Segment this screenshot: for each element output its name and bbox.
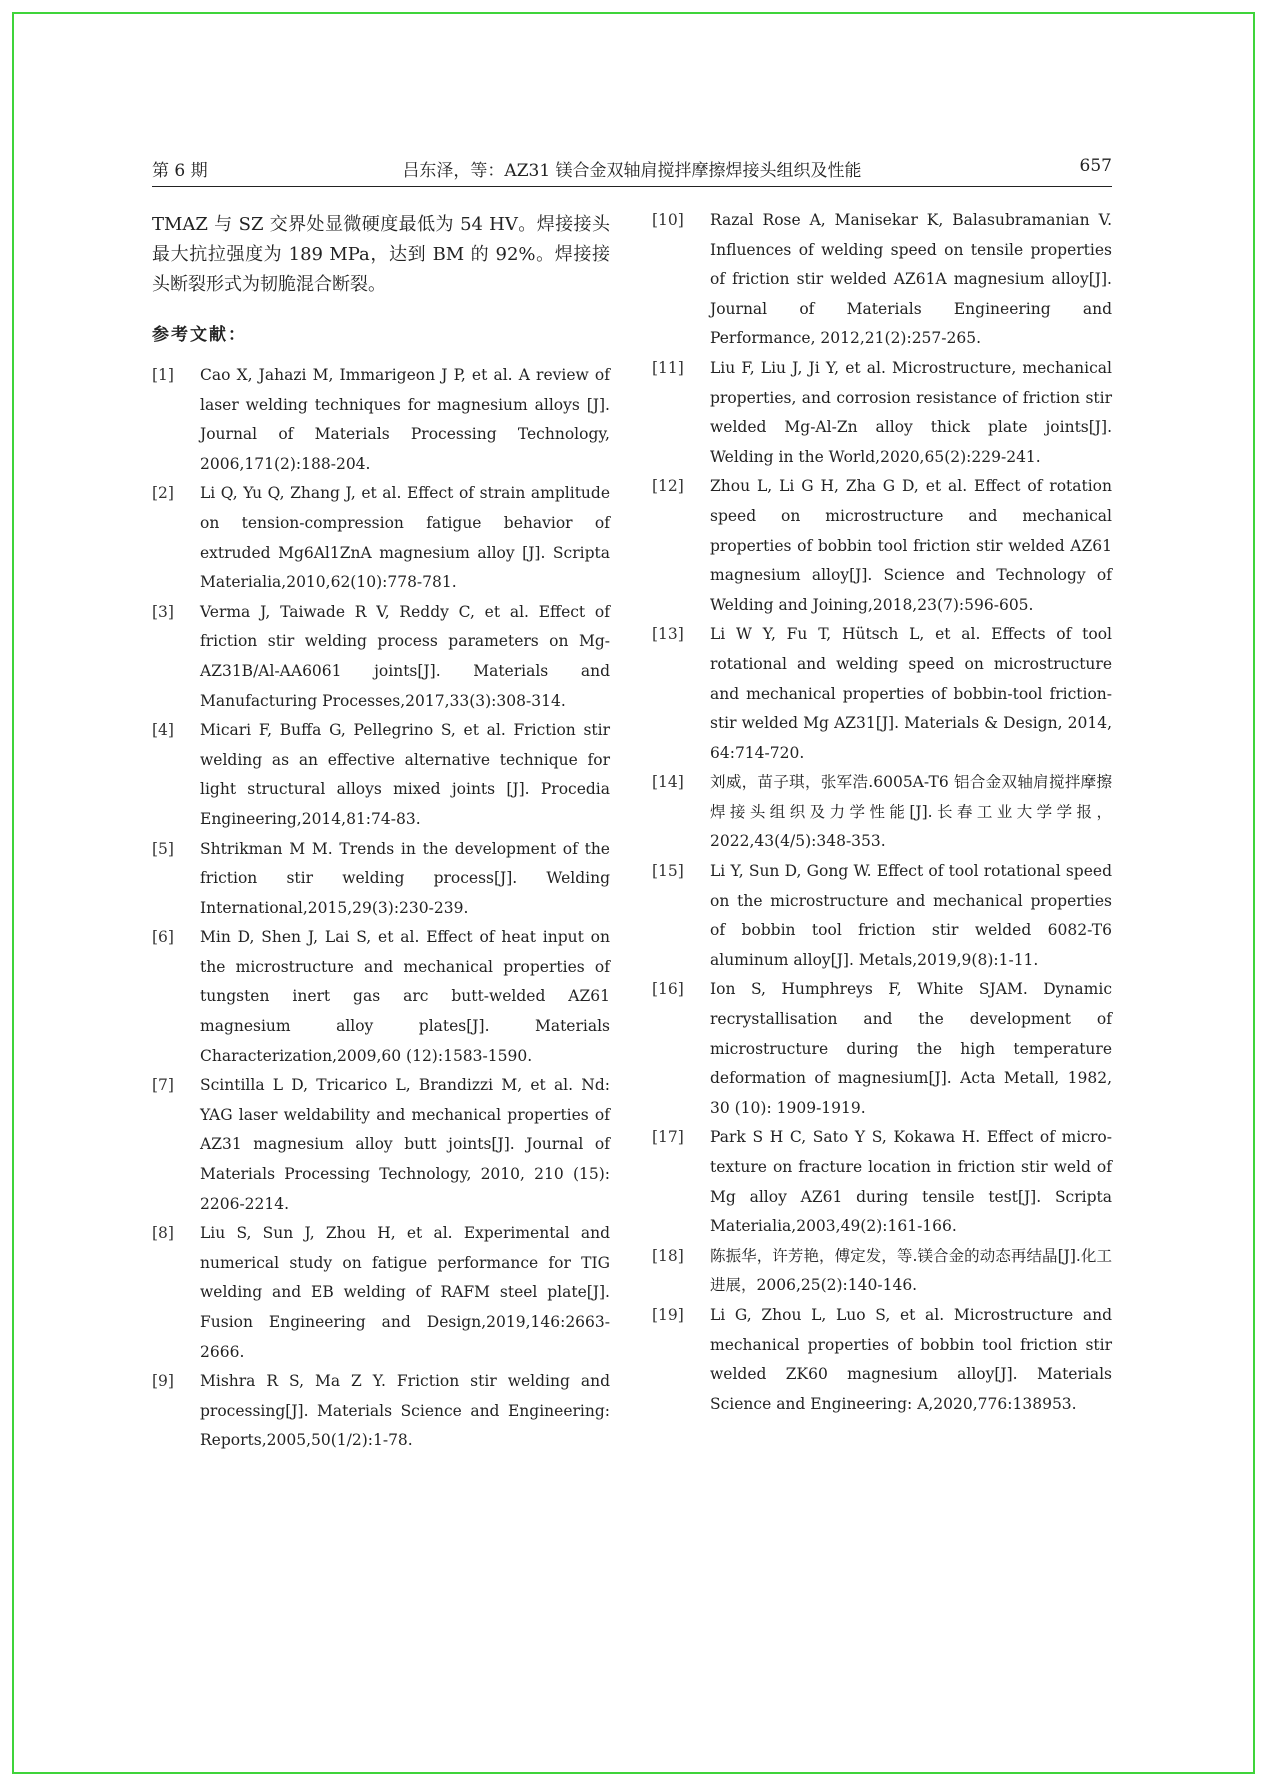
reference-number: [13] bbox=[652, 625, 684, 644]
reference-text: Verma J, Taiwade R V, Reddy C, et al. Effect of friction stir welding process parameters on Mg-AZ31B/Al-AA6061 joints[J]. Materials and Manufacturing Processes,2017,33(3):308-314. bbox=[200, 602, 610, 710]
reference-text: Zhou L, Li G H, Zha G D, et al. Effect of rotation speed on microstructure and mechanical properties of bobbin tool friction stir welded AZ61 magnesium alloy[J]. Science and Technology of Welding and Joining,2018,23(7):596-605. bbox=[710, 477, 1112, 614]
reference-item bbox=[652, 1123, 1112, 1241]
reference-item bbox=[152, 716, 610, 834]
reference-item bbox=[652, 206, 1112, 354]
reference-item bbox=[652, 768, 1112, 857]
reference-item bbox=[152, 1219, 610, 1367]
reference-item bbox=[152, 1071, 610, 1219]
reference-text: Liu F, Liu J, Ji Y, et al. Microstructure, mechanical properties, and corrosion resistance of friction stir welded Mg-Al-Zn alloy thick plate joints[J]. Welding in the World,2020,65(2):229-241. bbox=[710, 358, 1112, 466]
reference-number: [6] bbox=[152, 928, 174, 947]
reference-item bbox=[152, 479, 610, 597]
reference-item bbox=[652, 620, 1112, 768]
reference-number: [8] bbox=[152, 1224, 174, 1243]
reference-item bbox=[152, 361, 610, 479]
body-paragraph: TMAZ 与 SZ 交界处显微硬度最低为 54 HV。焊接接头最大抗拉强度为 189 MPa，达到 BM 的 92%。焊接接头断裂形式为韧脆混合断裂。 bbox=[152, 214, 610, 295]
reference-number: [4] bbox=[152, 721, 174, 740]
reference-item bbox=[152, 598, 610, 716]
reference-text: Razal Rose A, Manisekar K, Balasubramanian V. Influences of welding speed on tensile properties of friction stir welded AZ61A magnesium alloy[J]. Journal of Materials Engineering and Performance, 2012,21(2):257-265. bbox=[710, 211, 1112, 348]
reference-number: [11] bbox=[652, 358, 684, 377]
reference-text: Park S H C, Sato Y S, Kokawa H. Effect of micro-texture on fracture location in friction stir weld of Mg alloy AZ61 during tensile test[J]. Scripta Materialia,2003,49(2):161-166. bbox=[710, 1128, 1112, 1236]
reference-text: 陈振华，许芳艳，傅定发，等.镁合金的动态再结晶[J].化工进展，2006,25(2):140-146. bbox=[710, 1246, 1112, 1295]
reference-text: Scintilla L D, Tricarico L, Brandizzi M, et al. Nd: YAG laser weldability and mechanical properties of AZ31 magnesium alloy butt joints[J]. Journal of Materials Processing Technology, 2010, 210 (15): 2206-2214. bbox=[200, 1076, 610, 1213]
issue-number: 第 6 期 bbox=[152, 161, 208, 181]
reference-text: 刘威，苗子琪，张军浩.6005A-T6 铝合金双轴肩搅拌摩擦焊接头组织及力学性能[J].长春工业大学学报，2022,43(4/5):348-353. bbox=[710, 773, 1112, 851]
reference-text: Liu S, Sun J, Zhou H, et al. Experimental and numerical study on fatigue performance for TIG welding and EB welding of RAFM steel plate[J]. Fusion Engineering and Design,2019,146:2663-2666. bbox=[200, 1224, 610, 1361]
reference-item bbox=[152, 923, 610, 1071]
reference-text: Cao X, Jahazi M, Immarigeon J P, et al. A review of laser welding techniques for magnesium alloys [J]. Journal of Materials Processing Technology, 2006,171(2):188-204. bbox=[200, 366, 610, 473]
reference-text: Li G, Zhou L, Luo S, et al. Microstructure and mechanical properties of bobbin tool friction stir welded ZK60 magnesium alloy[J]. Materials Science and Engineering: A,2020,776:138953. bbox=[710, 1305, 1112, 1413]
reference-text: Mishra R S, Ma Z Y. Friction stir welding and processing[J]. Materials Science and Engineering: Reports,2005,50(1/2):1-78. bbox=[200, 1372, 610, 1450]
reference-text: Li Q, Yu Q, Zhang J, et al. Effect of strain amplitude on tension-compression fatigue behavior of extruded Mg6Al1ZnA magnesium alloy [J]. Scripta Materialia,2010,62(10):778-781. bbox=[200, 484, 610, 592]
reference-number: [16] bbox=[652, 980, 684, 999]
right-column bbox=[652, 206, 1112, 1419]
reference-text: Shtrikman M M. Trends in the development of the friction stir welding process[J]. Welding International,2015,29(3):230-239. bbox=[200, 839, 610, 917]
reference-number: [5] bbox=[152, 839, 174, 858]
reference-list-right bbox=[652, 206, 1112, 1419]
running-title: 吕东泽，等：AZ31 镁合金双轴肩搅拌摩擦焊接头组织及性能 bbox=[402, 161, 862, 181]
reference-number: [15] bbox=[652, 862, 684, 881]
reference-number: [12] bbox=[652, 477, 684, 496]
reference-number: [10] bbox=[652, 211, 684, 229]
reference-item bbox=[152, 1367, 610, 1456]
reference-item bbox=[652, 354, 1112, 472]
left-column bbox=[152, 206, 610, 1456]
reference-item bbox=[652, 472, 1112, 620]
reference-item bbox=[652, 1301, 1112, 1419]
reference-text: Micari F, Buffa G, Pellegrino S, et al. Friction stir welding as an effective alternative technique for light structural alloys mixed joints [J]. Procedia Engineering,2014,81:74-83. bbox=[200, 721, 610, 828]
running-header bbox=[152, 152, 1112, 187]
reference-number: [7] bbox=[152, 1076, 174, 1095]
reference-item bbox=[652, 857, 1112, 975]
reference-text: Li Y, Sun D, Gong W. Effect of tool rotational speed on the microstructure and mechanical properties of bobbin tool friction stir welded 6082-T6 aluminum alloy[J]. Metals,2019,9(8):1-11. bbox=[710, 862, 1112, 969]
reference-item bbox=[652, 975, 1112, 1123]
reference-number: [1] bbox=[152, 366, 174, 384]
reference-number: [9] bbox=[152, 1372, 174, 1391]
reference-number: [2] bbox=[152, 484, 174, 503]
reference-number: [3] bbox=[152, 602, 174, 621]
references-heading: 参考文献： bbox=[152, 325, 247, 345]
reference-number: [18] bbox=[652, 1246, 684, 1265]
reference-text: Li W Y, Fu T, Hütsch L, et al. Effects of tool rotational and welding speed on microstructure and mechanical properties of bobbin-tool friction-stir welded Mg AZ31[J]. Materials & Design, 2014, 64:714-720. bbox=[710, 625, 1112, 762]
reference-number: [14] bbox=[652, 773, 684, 792]
reference-item bbox=[652, 1242, 1112, 1301]
reference-number: [17] bbox=[652, 1128, 684, 1147]
reference-number: [19] bbox=[652, 1305, 684, 1324]
reference-text: Ion S, Humphreys F, White SJAM. Dynamic recrystallisation and the development of microstructure during the high temperature deformation of magnesium[J]. Acta Metall, 1982, 30 (10): 1909-1919. bbox=[710, 980, 1112, 1117]
reference-item bbox=[152, 835, 610, 924]
reference-text: Min D, Shen J, Lai S, et al. Effect of heat input on the microstructure and mechanical properties of tungsten inert gas arc butt-welded AZ61 magnesium alloy plates[J]. Materials Characterization,2009,60 (12):1583-1590. bbox=[200, 928, 610, 1065]
reference-list-left bbox=[152, 361, 610, 1456]
page-number: 657 bbox=[1079, 156, 1112, 176]
